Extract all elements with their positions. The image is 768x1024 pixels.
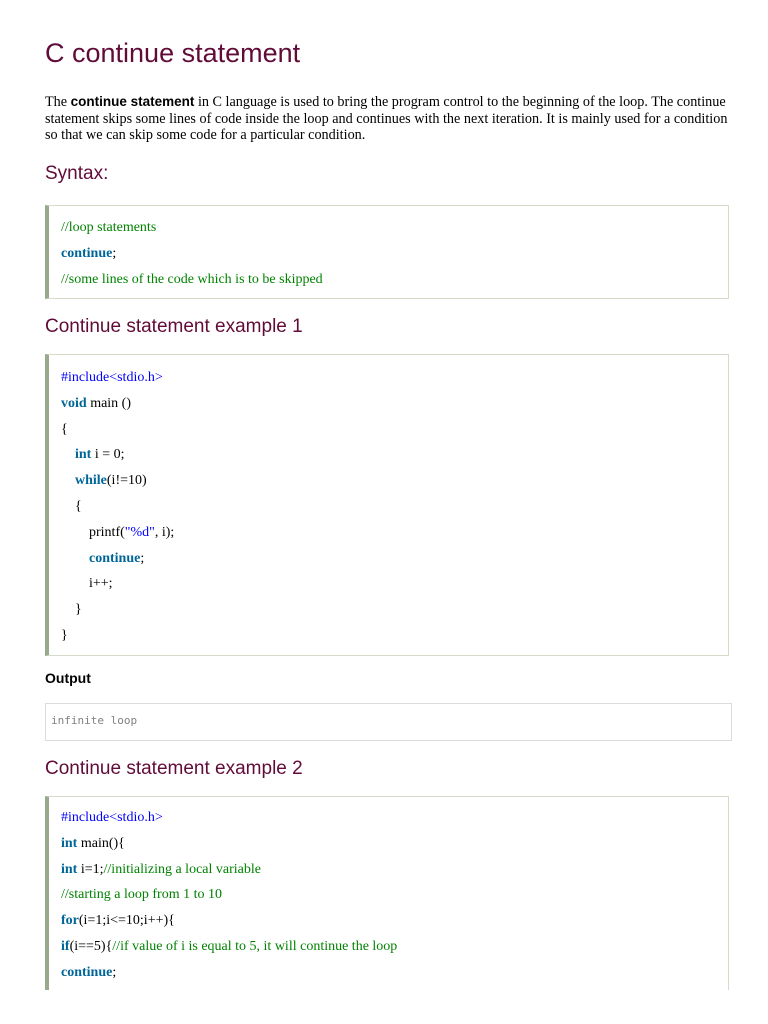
code-keyword: continue <box>61 246 113 261</box>
intro-before: The <box>45 94 71 110</box>
code-text: } <box>75 602 82 618</box>
code-text: (i!=10) <box>106 473 147 489</box>
code-line <box>61 601 82 619</box>
code-keyword: while <box>75 473 107 489</box>
intro-bold-term: continue statement <box>70 94 195 109</box>
code-keyword: continue <box>89 550 141 566</box>
code-text: ; <box>140 550 145 566</box>
code-keyword: int <box>75 447 92 463</box>
code-keyword: int <box>61 861 78 877</box>
code-text: printf( <box>89 524 125 540</box>
code-line <box>61 575 113 593</box>
code-text: i = 0; <box>91 447 125 463</box>
code-keyword: continue <box>61 964 113 980</box>
code-line <box>61 809 163 827</box>
code-line <box>61 835 125 853</box>
code-line <box>61 395 131 413</box>
code-text: i++; <box>89 576 113 592</box>
code-line <box>61 472 147 490</box>
example2-heading: Continue statement example 2 <box>45 758 303 779</box>
output-box <box>45 703 732 741</box>
code-keyword: for <box>61 913 79 929</box>
code-preprocessor: #include<stdio.h> <box>61 370 163 385</box>
output-value: infinite loop <box>51 714 138 727</box>
example1-heading: Continue statement example 1 <box>45 316 303 337</box>
code-line <box>61 245 116 263</box>
code-text: , i); <box>154 524 175 540</box>
code-text: main(){ <box>77 835 125 851</box>
code-comment: //some lines of the code which is to be skipped <box>61 272 323 287</box>
code-text: ; <box>112 246 117 261</box>
syntax-heading: Syntax: <box>45 163 109 184</box>
code-string: "%d" <box>124 524 155 540</box>
code-line <box>61 627 68 645</box>
code-line <box>61 219 156 237</box>
code-comment: //if value of i is equal to 5, it will continue the loop <box>112 939 398 954</box>
output-heading: Output <box>45 670 91 686</box>
code-line <box>61 938 397 956</box>
code-preprocessor: #include<stdio.h> <box>61 810 163 825</box>
code-line <box>61 861 261 879</box>
syntax-code-block <box>45 205 729 299</box>
code-comment: //initializing a local variable <box>103 861 261 877</box>
code-keyword: if <box>61 939 70 954</box>
code-line <box>61 498 82 516</box>
code-line <box>61 524 174 542</box>
code-keyword: void <box>61 395 87 411</box>
code-line <box>61 446 125 464</box>
code-text: ; <box>112 964 117 980</box>
code-text: i=1; <box>77 861 104 877</box>
code-line <box>61 912 175 930</box>
code-text: { <box>75 499 82 514</box>
intro-after: in C language is used to bring the program control to the beginning of the loop. The continue statement skips some lines of code inside the loop and continues with the next iteration. It is mainly used for a condition so that we can skip some code for a particular condition. <box>45 94 728 143</box>
code-line <box>61 369 163 387</box>
example1-code-block <box>45 354 729 656</box>
code-line <box>61 271 323 289</box>
code-keyword: int <box>61 835 78 851</box>
code-text: (i=1;i<=10;i++){ <box>78 913 175 929</box>
code-line <box>61 550 144 568</box>
code-text: (i==5){ <box>69 939 113 954</box>
page-title: C continue statement <box>45 38 301 68</box>
code-line <box>61 886 222 904</box>
intro-paragraph <box>45 94 731 144</box>
code-text: main () <box>86 395 132 411</box>
code-line <box>61 964 116 982</box>
example2-code-block <box>45 796 729 990</box>
code-comment: //starting a loop from 1 to 10 <box>61 887 222 903</box>
code-text: } <box>61 628 68 643</box>
code-text: { <box>61 421 68 437</box>
code-line <box>61 421 68 439</box>
code-comment: //loop statements <box>61 220 157 235</box>
